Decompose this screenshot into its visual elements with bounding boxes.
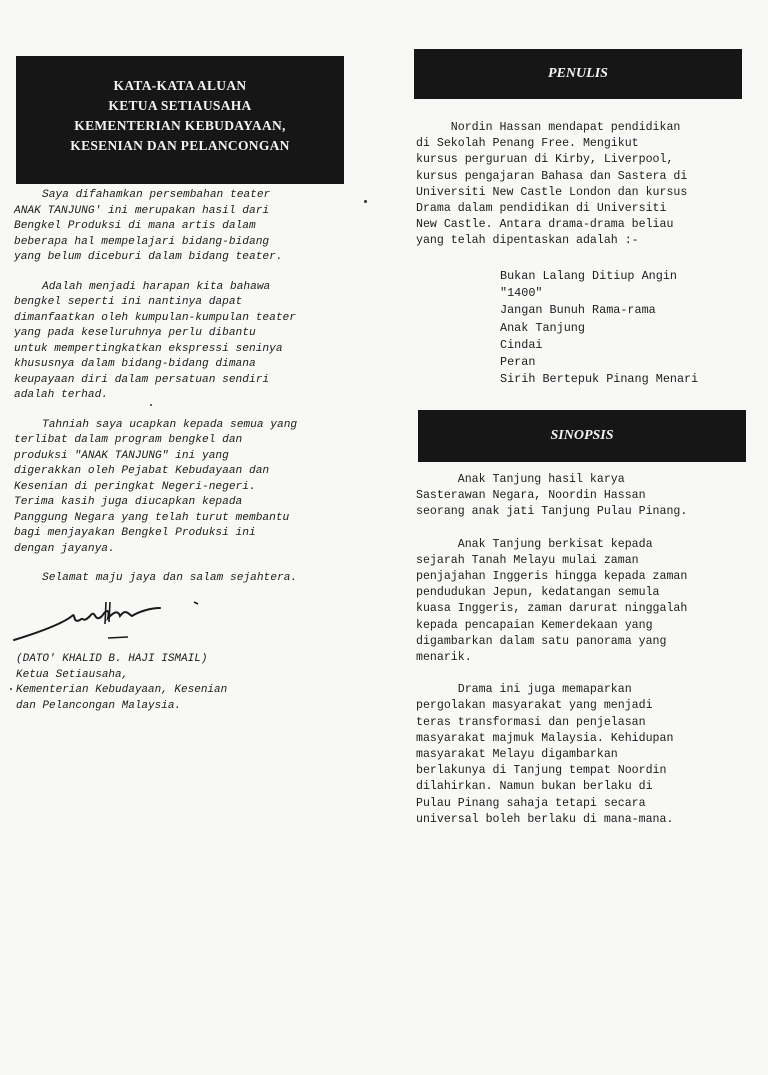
text-line: bengkel seperti ini nantinya dapat	[14, 296, 243, 308]
header-line: KEMENTERIAN KEBUDAYAAN,	[74, 118, 286, 133]
text-line: sejarah Tanah Melayu mulai zaman	[416, 553, 639, 567]
penulis-body	[416, 120, 746, 250]
list-item: "1400"	[500, 286, 543, 301]
paragraph	[14, 188, 354, 266]
kata-aluan-header	[16, 56, 344, 184]
header-line: KESENIAN DAN PELANCONGAN	[70, 138, 290, 153]
signatory-ministry: dan Pelancongan Malaysia.	[16, 699, 182, 712]
text-line: Panggung Negara yang telah turut membantu	[14, 511, 290, 524]
text-line: kuasa Inggeris, zaman darurat ninggalah	[416, 602, 688, 616]
scan-speck	[364, 200, 367, 203]
sinopsis-body	[416, 472, 746, 844]
text-line: adalah terhad.	[14, 389, 108, 401]
text-line: seorang anak jati Tanjung Pulau Pinang.	[416, 505, 688, 519]
text-line: menarik.	[416, 651, 472, 665]
text-line: terlibat dalam program bengkel dan	[14, 434, 243, 446]
signatory-title: Ketua Setiausaha,	[16, 668, 129, 681]
text-line: Universiti New Castle London dan kursus	[416, 185, 688, 199]
header-line: KATA-KATA ALUAN	[113, 78, 247, 93]
list-item: Anak Tanjung	[500, 320, 585, 335]
text-line: ANAK TANJUNG' ini merupakan hasil dari	[14, 204, 270, 217]
kata-aluan-body	[14, 188, 354, 601]
text-line: berlakunya di Tanjung tempat Noordin	[416, 764, 667, 778]
text-line: dengan jayanya.	[14, 542, 115, 555]
paragraph	[14, 418, 354, 558]
text-line: pendudukan Jepun, kedatangan semula	[416, 586, 660, 600]
signatory-name: (DATO' KHALID B. HAJI ISMAIL)	[16, 653, 208, 665]
text-line: masyarakat Melayu digambarkan	[416, 748, 618, 762]
penulis-header: PENULIS	[414, 49, 742, 99]
text-line: kursus pengajaran Bahasa dan Sastera di	[416, 169, 688, 183]
text-line: universal boleh berlaku di mana-mana.	[416, 812, 674, 826]
scan-speck	[150, 404, 152, 406]
text-line: Drama ini juga memaparkan	[416, 683, 632, 697]
text-line: produksi "ANAK TANJUNG" ini yang	[14, 449, 229, 462]
sinopsis-header: SINOPSIS	[418, 410, 746, 462]
scan-speck	[10, 688, 12, 690]
signature-image	[10, 594, 210, 650]
text-line: digerakkan oleh Pejabat Kebudayaan dan	[14, 465, 270, 477]
text-line: Sasterawan Negara, Noordin Hassan	[416, 489, 646, 503]
list-item: Bukan Lalang Ditiup Angin	[500, 269, 677, 283]
text-line: di Sekolah Penang Free. Mengikut	[416, 137, 639, 151]
text-line: Kesenian di peringkat Negeri-negeri.	[14, 480, 256, 493]
text-line: Anak Tanjung berkisat kepada	[416, 537, 653, 551]
text-line: Selamat maju jaya dan salam sejahtera.	[42, 572, 298, 584]
signatory-ministry: Kementerian Kebudayaan, Kesenian	[16, 684, 228, 696]
works-list	[500, 268, 698, 388]
text-line: Pulau Pinang sahaja tetapi secara	[416, 796, 646, 810]
text-line: Anak Tanjung hasil karya	[416, 473, 625, 486]
header-line: KETUA SETIAUSAHA	[108, 98, 252, 113]
text-line: Tahniah saya ucapkan kepada semua yang	[42, 418, 298, 431]
paragraph	[14, 571, 354, 587]
text-line: Adalah menjadi harapan kita bahawa	[42, 280, 271, 293]
text-line: bagi menjayakan Bengkel Produksi ini	[14, 527, 256, 539]
list-item: Jangan Bunuh Rama-rama	[500, 303, 656, 318]
text-line: kursus perguruan di Kirby, Liverpool,	[416, 153, 674, 167]
paragraph	[416, 682, 746, 828]
paragraph	[416, 537, 746, 667]
text-line: Drama dalam pendidikan di Universiti	[416, 202, 667, 216]
text-line: digambarkan dalam satu panorama yang	[416, 634, 667, 648]
text-line: yang belum diceburi dalam bidang teater.	[14, 251, 283, 263]
signatory-block	[16, 652, 227, 714]
text-line: Nordin Hassan mendapat pendidikan	[416, 121, 681, 134]
text-line: dilahirkan. Namun bukan berlaku di	[416, 780, 653, 794]
text-line: untuk mempertingkatkan ekspressi seninya	[14, 342, 283, 355]
text-line: New Castle. Antara drama-drama beliau	[416, 218, 674, 232]
text-line: keupayaan diri dalam persatuan sendiri	[14, 373, 270, 386]
paragraph	[14, 280, 354, 404]
list-item: Cindai	[500, 337, 543, 352]
text-line: Bengkel Produksi di mana artis dalam	[14, 220, 256, 232]
text-line: teras transformasi dan penjelasan	[416, 715, 646, 729]
text-line: Terima kasih juga diucapkan kepada	[14, 496, 243, 508]
text-line: masyarakat majmuk Malaysia. Kehidupan	[416, 731, 674, 745]
text-line: penjajahan Inggeris hingga kepada zaman	[416, 570, 688, 584]
paragraph	[416, 472, 746, 521]
text-line: pergolakan masyarakat yang menjadi	[416, 699, 653, 713]
list-item: Sirih Bertepuk Pinang Menari	[500, 372, 699, 387]
text-line: beberapa hal mempelajari bidang-bidang	[14, 235, 270, 248]
text-line: yang pada keseluruhnya perlu dibantu	[14, 327, 256, 339]
text-line: Saya difahamkan persembahan teater	[42, 189, 271, 201]
list-item: Peran	[500, 355, 536, 370]
text-line: kepada pencapaian Kemerdekaan yang	[416, 618, 653, 632]
text-line: khususnya dalam bidang-bidang dimana	[14, 358, 256, 370]
text-line: yang telah dipentaskan adalah :-	[416, 234, 639, 248]
text-line: dimanfaatkan oleh kumpulan-kumpulan teater	[14, 311, 296, 324]
